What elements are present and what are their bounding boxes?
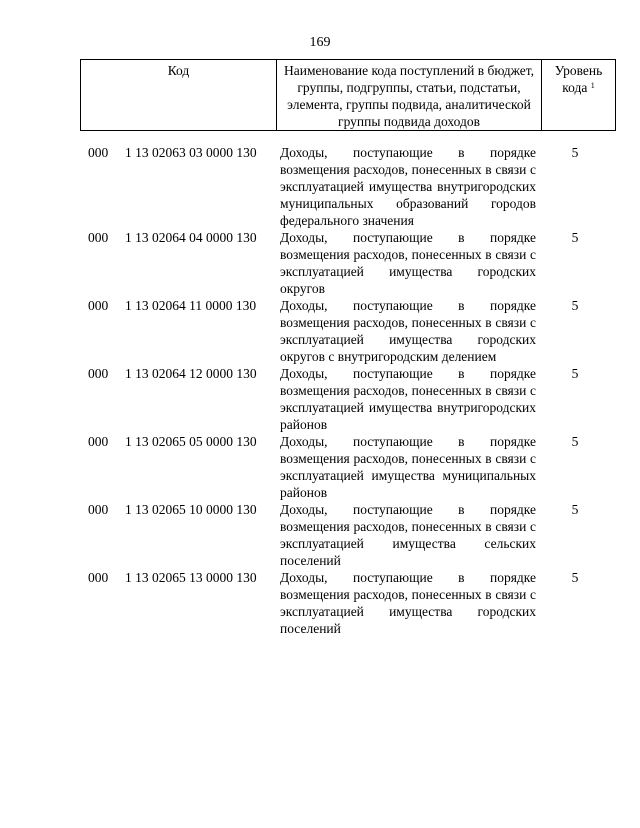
row-admin-code: 000: [88, 366, 109, 381]
page-number: 169: [309, 35, 331, 50]
row-level: 5: [571, 366, 579, 381]
header-code: Код: [81, 60, 277, 131]
row-level: 5: [571, 145, 579, 160]
row-revenue-code: 1 13 02065 10 0000 130: [125, 502, 257, 517]
row-revenue-name: Доходы, поступающие в порядке возмещения расходов, понесенных в связи с эксплуатацией имущества внутригородских районов: [280, 366, 536, 432]
row-level: 5: [571, 298, 579, 313]
row-level: 5: [571, 570, 579, 585]
table-header: [80, 59, 616, 131]
row-revenue-code: 1 13 02064 12 0000 130: [125, 366, 257, 381]
header-level-footnote: 1: [590, 81, 595, 90]
row-admin-code: 000: [88, 502, 109, 517]
row-revenue-code: 1 13 02065 05 0000 130: [125, 434, 257, 449]
row-revenue-name: Доходы, поступающие в порядке возмещения расходов, понесенных в связи с эксплуатацией имущества городских округов: [280, 230, 536, 296]
table-row: [80, 433, 610, 501]
row-revenue-name: Доходы, поступающие в порядке возмещения расходов, понесенных в связи с эксплуатацией имущества городских поселений: [280, 570, 536, 636]
table-row: [80, 229, 610, 297]
row-admin-code: 000: [88, 145, 109, 160]
header-level-label: Уровень кода: [554, 63, 603, 95]
row-admin-code: 000: [88, 434, 109, 449]
header-name: Наименование кода поступлений в бюджет, группы, подгруппы, статьи, подстатьи, элемента, группы подвида, аналитической группы подвида доходов: [277, 60, 542, 131]
row-admin-code: 000: [88, 570, 109, 585]
row-revenue-name: Доходы, поступающие в порядке возмещения расходов, понесенных в связи с эксплуатацией имущества городских округов с внутригородским делением: [280, 298, 536, 364]
table-row: [80, 297, 610, 365]
row-level: 5: [571, 502, 579, 517]
table-row: [80, 144, 610, 229]
row-revenue-name: Доходы, поступающие в порядке возмещения расходов, понесенных в связи с эксплуатацией имущества сельских поселений: [280, 502, 536, 568]
row-revenue-code: 1 13 02065 13 0000 130: [125, 570, 257, 585]
row-level: 5: [571, 230, 579, 245]
header-level: [542, 60, 616, 131]
row-revenue-code: 1 13 02064 11 0000 130: [125, 298, 257, 313]
row-admin-code: 000: [88, 298, 109, 313]
table-row: [80, 365, 610, 433]
table-row: [80, 569, 610, 637]
row-revenue-code: 1 13 02064 04 0000 130: [125, 230, 257, 245]
row-level: 5: [571, 434, 579, 449]
row-revenue-name: Доходы, поступающие в порядке возмещения расходов, понесенных в связи с эксплуатацией имущества внутригородских муниципальных образований городов федерального значения: [280, 145, 536, 228]
table-row: [80, 501, 610, 569]
row-revenue-name: Доходы, поступающие в порядке возмещения расходов, понесенных в связи с эксплуатацией имущества муниципальных районов: [280, 434, 536, 500]
row-revenue-code: 1 13 02063 03 0000 130: [125, 145, 257, 160]
table-body: [80, 144, 610, 637]
row-admin-code: 000: [88, 230, 109, 245]
